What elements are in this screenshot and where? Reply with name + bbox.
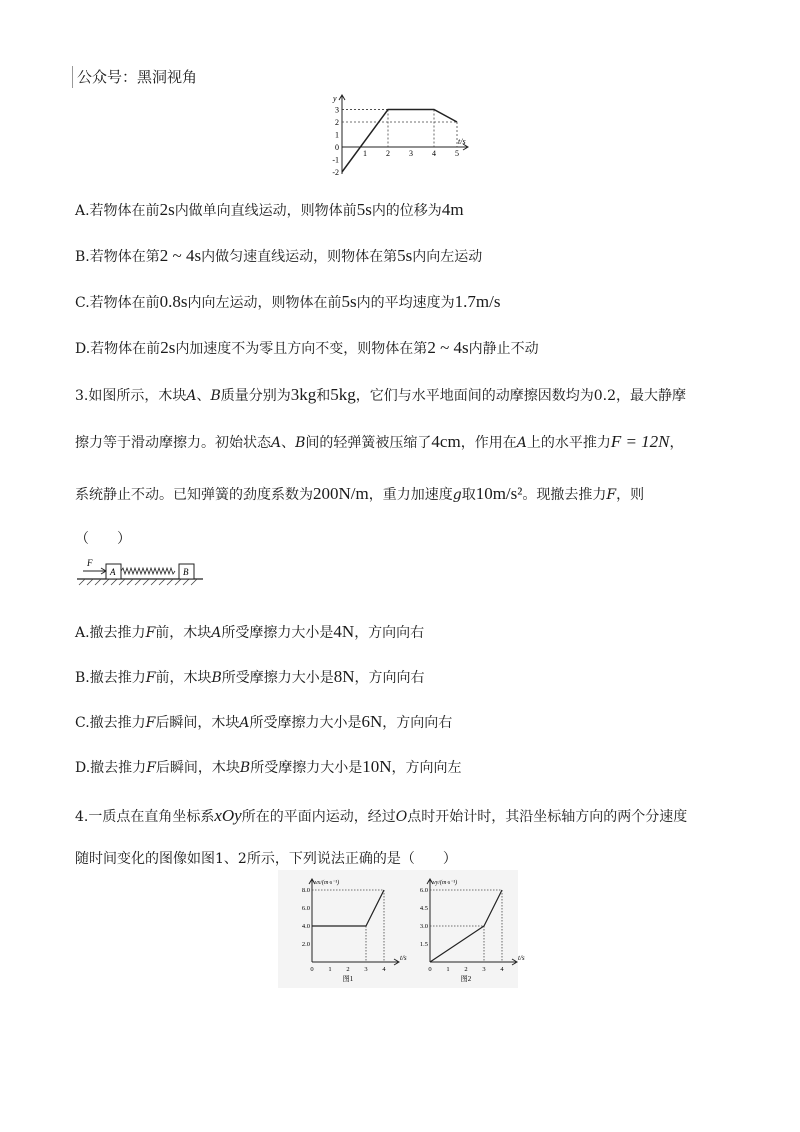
- v-y-tick-1: 2.0: [301, 941, 310, 948]
- q2-x-tick: 4: [432, 149, 436, 158]
- ground-hatching: [79, 579, 197, 585]
- q2-option-b: B.若物体在第2 ~ 4s内做匀速直线运动，则物体在第5s内向左运动: [75, 246, 483, 265]
- q3-stem-line2: 擦力等于滑动摩擦力。初始状态A、B间的轻弹簧被压缩了4cm，作用在A上的水平推力F = 12N，: [75, 432, 684, 451]
- block-a-label: A: [110, 567, 116, 577]
- q3-blocks-spring-figure: [75, 555, 205, 587]
- q3-option-c: C.撤去推力F后瞬间，木块A所受摩擦力大小是6N，方向向右: [75, 712, 453, 731]
- q4-velocity-graphs: [278, 870, 525, 988]
- v-x-tick-1: 4: [382, 966, 386, 973]
- watermark-header: 公众号：黑洞视角: [72, 66, 197, 88]
- q2-x-label: t/s: [458, 137, 466, 146]
- q2-y-tick: -1: [332, 155, 339, 165]
- q2-y-label: y: [333, 94, 337, 103]
- q2-position-time-graph: [330, 92, 480, 180]
- q3-stem-line3: 系统静止不动。已知弹簧的劲度系数为200N/m，重力加速度g取10m/s²。现撤去推力F，则: [75, 484, 645, 503]
- v-caption-2: 图2: [460, 975, 472, 983]
- q2-x-tick: 5: [455, 149, 459, 158]
- v-y-tick-2: 4.5: [419, 905, 428, 912]
- v-y-tick-1: 4.0: [301, 923, 310, 930]
- v-y-tick-2: 1.5: [419, 941, 428, 948]
- q2-y-tick: 3: [335, 105, 339, 115]
- v-x-tick-1: 2: [346, 966, 350, 973]
- v-x-label-2: t/s: [518, 954, 525, 962]
- force-label: F: [87, 558, 93, 568]
- q4-stem-line1: 4.一质点在直角坐标系xOy所在的平面内运动，经过O点时开始计时，其沿坐标轴方向的两个分速度: [75, 806, 688, 825]
- v-y-tick-1: 6.0: [301, 905, 310, 912]
- q2-option-d: D.若物体在前2s内加速度不为零且方向不变，则物体在第2 ~ 4s内静止不动: [75, 338, 539, 357]
- v-x-label-1: t/s: [400, 954, 407, 962]
- q2-y-tick: 1: [335, 130, 339, 140]
- q3-option-b: B.撤去推力F前，木块B所受摩擦力大小是8N，方向向右: [75, 667, 425, 686]
- q4-stem-line2: 随时间变化的图像如图1、2所示，下列说法正确的是（ ）: [75, 851, 457, 867]
- q2-x-tick: 3: [409, 149, 413, 158]
- v-x-tick-2: 2: [464, 966, 468, 973]
- v-x-tick-2: 4: [500, 966, 504, 973]
- q3-option-d: D.撤去推力F后瞬间，木块B所受摩擦力大小是10N，方向向左: [75, 757, 462, 776]
- v-caption-1: 图1: [342, 975, 354, 983]
- q2-curve: [342, 110, 457, 173]
- q2-option-a: A.若物体在前2s内做单向直线运动，则物体前5s内的位移为4m: [75, 200, 464, 219]
- v-x-tick-1: 1: [328, 966, 332, 973]
- q2-x-tick: 1: [363, 149, 367, 158]
- q3-stem-line1: 3.如图所示，木块A、B质量分别为3kg和5kg，它们与水平地面间的动摩擦因数均为0.2，最大静摩: [75, 385, 687, 404]
- v-y-tick-2: 6.0: [419, 887, 428, 894]
- q2-x-tick: 2: [386, 149, 390, 158]
- block-b-label: B: [183, 567, 189, 577]
- v-x-tick-1: 0: [310, 966, 314, 973]
- v-y-label-2: vy/(m·s⁻¹): [433, 880, 458, 886]
- q3-option-a: A.撤去推力F前，木块A所受摩擦力大小是4N，方向向右: [75, 622, 425, 641]
- q3-answer-paren: （ ）: [75, 531, 131, 547]
- v-y-tick-1: 8.0: [301, 887, 310, 894]
- spring: [121, 568, 175, 574]
- q2-y-tick: -2: [332, 168, 339, 177]
- q2-y-tick: 0: [335, 143, 339, 152]
- v-x-tick-1: 3: [364, 966, 368, 973]
- q2-option-c: C.若物体在前0.8s内向左运动，则物体在前5s内的平均速度为1.7m/s: [75, 292, 501, 311]
- v-x-tick-2: 0: [428, 966, 432, 973]
- v-y-label-1: vx/(m·s⁻¹): [315, 880, 340, 886]
- q2-y-tick: 2: [335, 118, 339, 127]
- v-x-tick-2: 1: [446, 966, 450, 973]
- v-y-tick-2: 3.0: [419, 923, 428, 930]
- v-x-tick-2: 3: [482, 966, 486, 973]
